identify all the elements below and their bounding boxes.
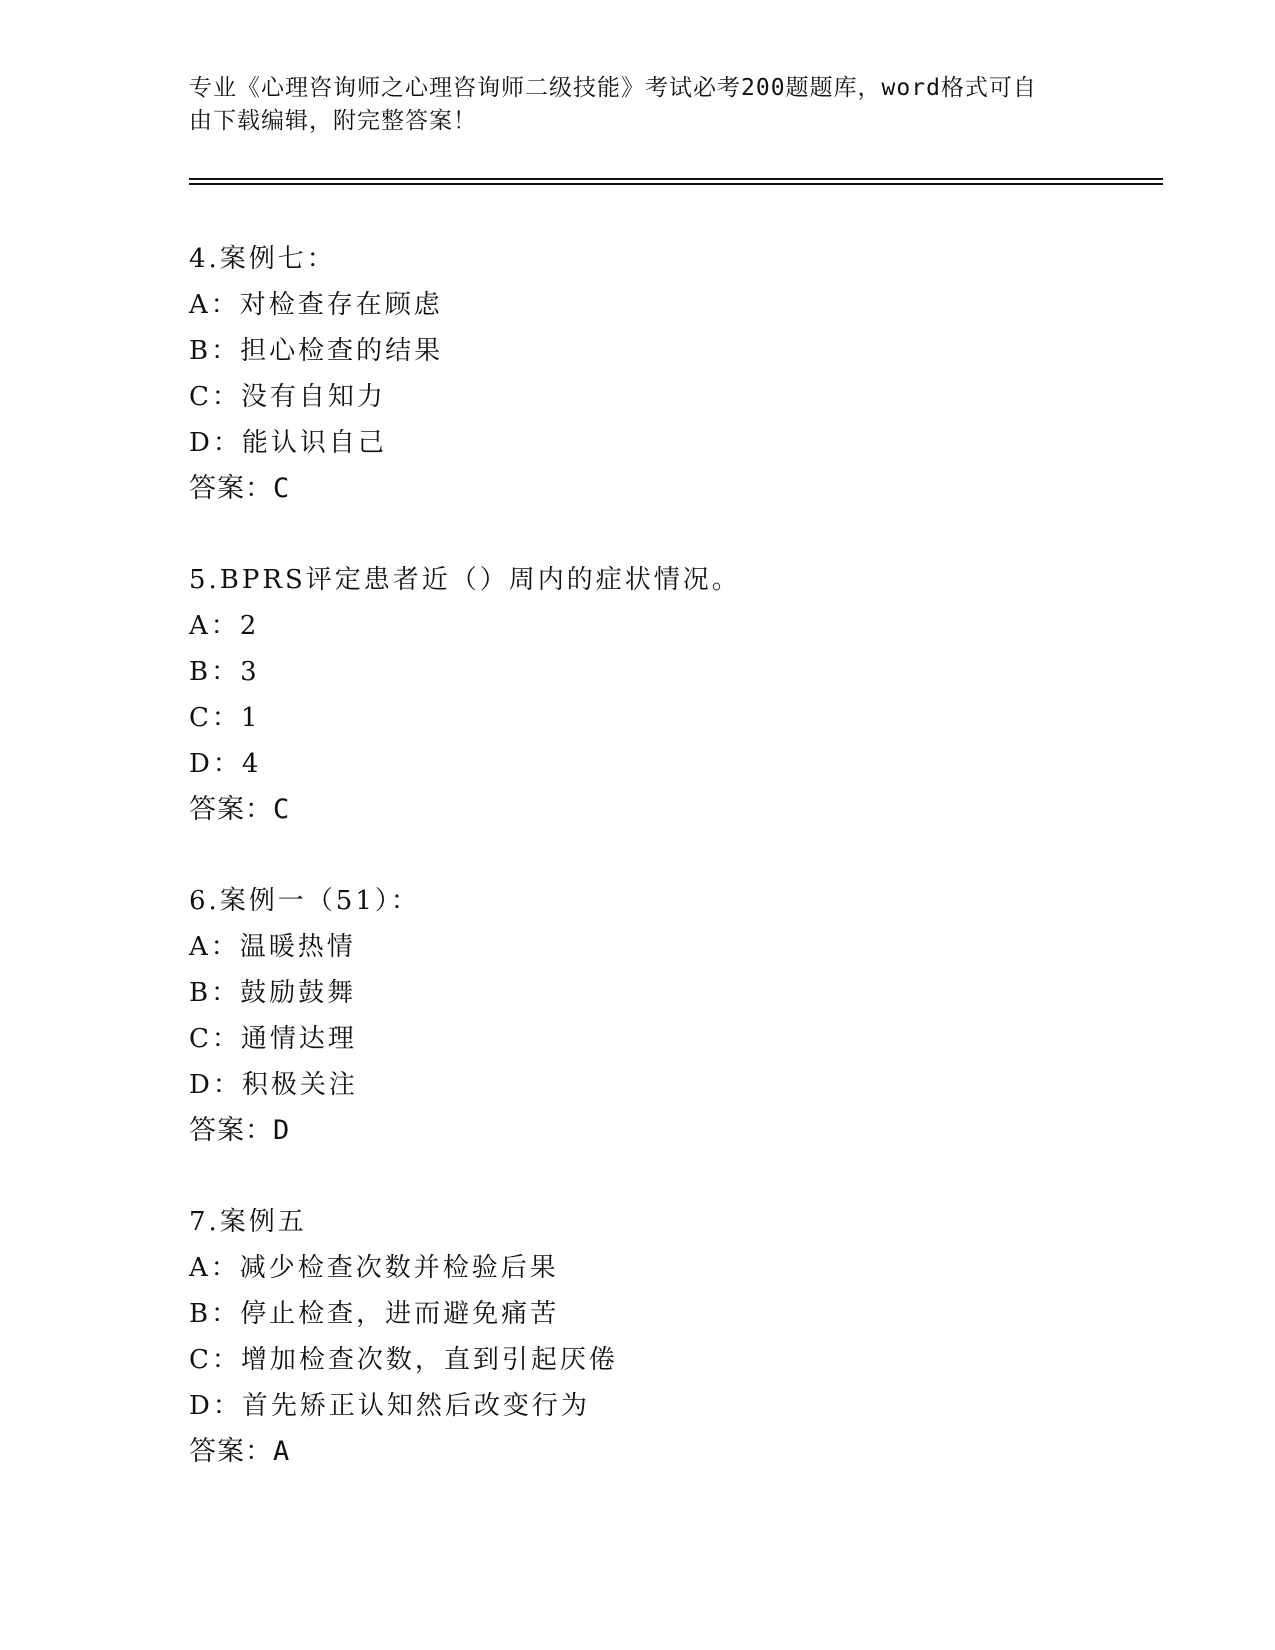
option-a: A：2	[189, 611, 260, 641]
option-a: A：对检查存在顾虑	[189, 290, 443, 320]
header-line-2: 由下载编辑，附完整答案！	[189, 108, 477, 134]
answer-line: 答案：D	[189, 1115, 291, 1146]
question-stem: 6.案例一（51）：	[189, 886, 420, 916]
question-7	[189, 1199, 1139, 1475]
answer-line: 答案：C	[189, 794, 291, 825]
option-a: A：减少检查次数并检验后果	[189, 1253, 559, 1283]
question-6	[189, 878, 1139, 1154]
option-d: D：积极关注	[189, 1070, 358, 1100]
option-d: D：4	[189, 749, 262, 779]
question-5	[189, 557, 1139, 833]
option-c: C：没有自知力	[189, 382, 386, 412]
option-b: B：鼓励鼓舞	[189, 978, 357, 1008]
question-stem: 7.案例五	[189, 1207, 307, 1237]
option-c: C：通情达理	[189, 1024, 357, 1054]
header-line-1: 专业《心理咨询师之心理咨询师二级技能》考试必考200题题库，word格式可自	[189, 75, 1037, 101]
document-header	[189, 72, 1069, 138]
answer-line: 答案：C	[189, 473, 291, 504]
option-c: C：1	[189, 703, 261, 733]
option-a: A：温暖热情	[189, 932, 356, 962]
option-d: D：首先矫正认知然后改变行为	[189, 1391, 590, 1421]
option-d: D：能认识自己	[189, 428, 387, 458]
option-b: B：3	[189, 657, 260, 687]
option-b: B：担心检查的结果	[189, 336, 444, 366]
question-stem: 4.案例七：	[189, 244, 336, 274]
option-c: C：增加检查次数，直到引起厌倦	[189, 1345, 618, 1375]
question-stem: 5.BPRS评定患者近（）周内的症状情况。	[189, 565, 741, 595]
header-divider-bottom	[189, 183, 1163, 185]
header-divider-top	[189, 178, 1163, 180]
option-b: B：停止检查，进而避免痛苦	[189, 1299, 560, 1329]
answer-line: 答案：A	[189, 1436, 291, 1467]
question-4	[189, 236, 1139, 512]
